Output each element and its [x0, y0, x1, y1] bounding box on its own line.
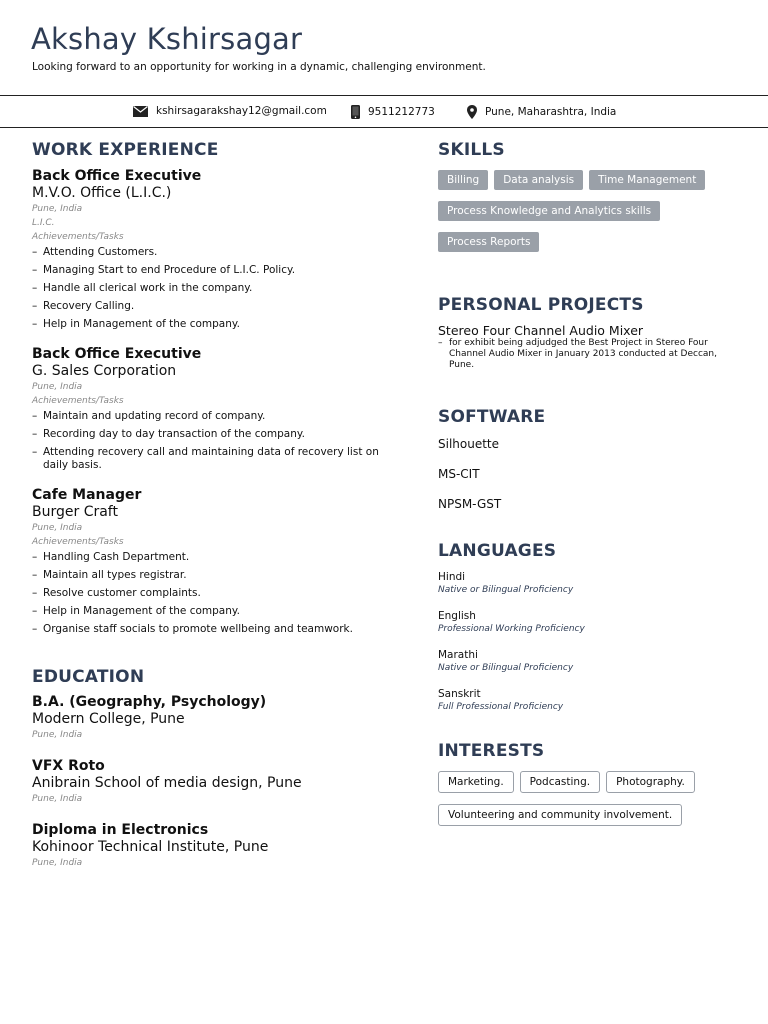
contact-phone[interactable] [351, 105, 435, 119]
task-item: – Help in Management of the company. [32, 605, 392, 618]
right-column [438, 140, 738, 837]
interest-chip: Photography. [606, 771, 695, 793]
envelope-icon [133, 106, 148, 117]
job-company: M.V.O. Office (L.I.C.) [32, 185, 172, 201]
software-item: MS-CIT [438, 467, 480, 481]
school: Modern College, Pune [32, 711, 185, 727]
education-entry [32, 694, 392, 742]
skill-chip: Process Reports [438, 232, 539, 252]
task-list [32, 551, 392, 636]
school: Anibrain School of media design, Pune [32, 775, 302, 791]
software-title: SOFTWARE [438, 407, 546, 427]
job-title: Back Office Executive [32, 346, 202, 362]
language-level: Full Professional Proficiency [438, 702, 564, 712]
software-list [438, 437, 738, 512]
job-entry [32, 487, 392, 636]
skill-chip: Data analysis [494, 170, 583, 190]
task-item: – Resolve customer complaints. [32, 587, 392, 600]
task-item: – Recovery Calling. [32, 300, 392, 313]
job-location: Pune, India [32, 204, 83, 214]
task-item: – Maintain and updating record of company. [32, 410, 392, 423]
task-item: – Managing Start to end Procedure of L.I.C. Policy. [32, 264, 392, 277]
interest-chip: Marketing. [438, 771, 514, 793]
degree: B.A. (Geography, Psychology) [32, 694, 267, 710]
tasks-label: Achievements/Tasks [32, 537, 124, 547]
languages-title: LANGUAGES [438, 541, 557, 561]
job-entry [32, 346, 392, 472]
job-entry [32, 168, 392, 331]
contact-bar [0, 95, 768, 128]
task-item: – Organise staff socials to promote wellbeing and teamwork. [32, 623, 392, 636]
skills-title: SKILLS [438, 140, 505, 160]
contact-email[interactable] [133, 105, 327, 117]
task-list [32, 246, 392, 331]
task-item: – Maintain all types registrar. [32, 569, 392, 582]
contact-location [467, 105, 616, 119]
skills-list [438, 170, 738, 263]
skill-chip: Process Knowledge and Analytics skills [438, 201, 660, 221]
phone-icon [351, 105, 360, 119]
interest-chip: Podcasting. [520, 771, 600, 793]
degree: VFX Roto [32, 758, 105, 774]
task-item: – Handle all clerical work in the company. [32, 282, 392, 295]
education-title: EDUCATION [32, 667, 145, 687]
job-company: Burger Craft [32, 504, 118, 520]
job-location: Pune, India [32, 382, 83, 392]
software-item: NPSM-GST [438, 497, 502, 511]
task-item: – Help in Management of the company. [32, 318, 392, 331]
skill-chip: Time Management [589, 170, 705, 190]
work-experience-title: WORK EXPERIENCE [32, 140, 219, 160]
language-level: Professional Working Proficiency [438, 624, 585, 634]
project-desc-list [438, 338, 738, 371]
interest-chip: Volunteering and community involvement. [438, 804, 682, 826]
project-name: Stereo Four Channel Audio Mixer [438, 323, 644, 338]
education-entry [32, 822, 392, 870]
interests-title: INTERESTS [438, 741, 545, 761]
language-name: Sanskrit [438, 688, 481, 700]
project-desc: – for exhibit being adjudged the Best Project in Stereo Four Channel Audio Mixer in January 2013 conducted at Deccan, Pune. [438, 338, 738, 371]
task-item: – Recording day to day transaction of the company. [32, 428, 392, 441]
job-location: Pune, India [32, 523, 83, 533]
email-text: kshirsagarakshay12@gmail.com [156, 105, 327, 117]
interests-list [438, 771, 738, 837]
job-extra: L.I.C. [32, 218, 55, 228]
school-location: Pune, India [32, 794, 83, 804]
candidate-name: Akshay Kshirsagar [31, 22, 303, 56]
tasks-label: Achievements/Tasks [32, 232, 124, 242]
language-level: Native or Bilingual Proficiency [438, 663, 574, 673]
software-item: Silhouette [438, 437, 500, 451]
school-location: Pune, India [32, 858, 83, 868]
job-company: G. Sales Corporation [32, 363, 177, 379]
location-text: Pune, Maharashtra, India [485, 106, 617, 118]
school-location: Pune, India [32, 730, 83, 740]
language-name: Marathi [438, 649, 478, 661]
school: Kohinoor Technical Institute, Pune [32, 839, 269, 855]
task-list [32, 410, 392, 472]
language-name: English [438, 610, 476, 622]
languages-list [438, 571, 738, 713]
task-item: – Attending recovery call and maintaining data of recovery list on daily basis. [32, 446, 392, 472]
tasks-label: Achievements/Tasks [32, 396, 124, 406]
degree: Diploma in Electronics [32, 822, 209, 838]
phone-text: 9511212773 [368, 106, 435, 118]
language-level: Native or Bilingual Proficiency [438, 585, 574, 595]
map-pin-icon [467, 105, 477, 119]
projects-title: PERSONAL PROJECTS [438, 295, 644, 315]
language-name: Hindi [438, 571, 466, 583]
tagline: Looking forward to an opportunity for working in a dynamic, challenging environment. [32, 61, 486, 73]
job-title: Back Office Executive [32, 168, 202, 184]
job-title: Cafe Manager [32, 487, 142, 503]
task-item: – Handling Cash Department. [32, 551, 392, 564]
education-entry [32, 758, 392, 806]
task-item: – Attending Customers. [32, 246, 392, 259]
skill-chip: Billing [438, 170, 488, 190]
left-column [32, 140, 392, 870]
